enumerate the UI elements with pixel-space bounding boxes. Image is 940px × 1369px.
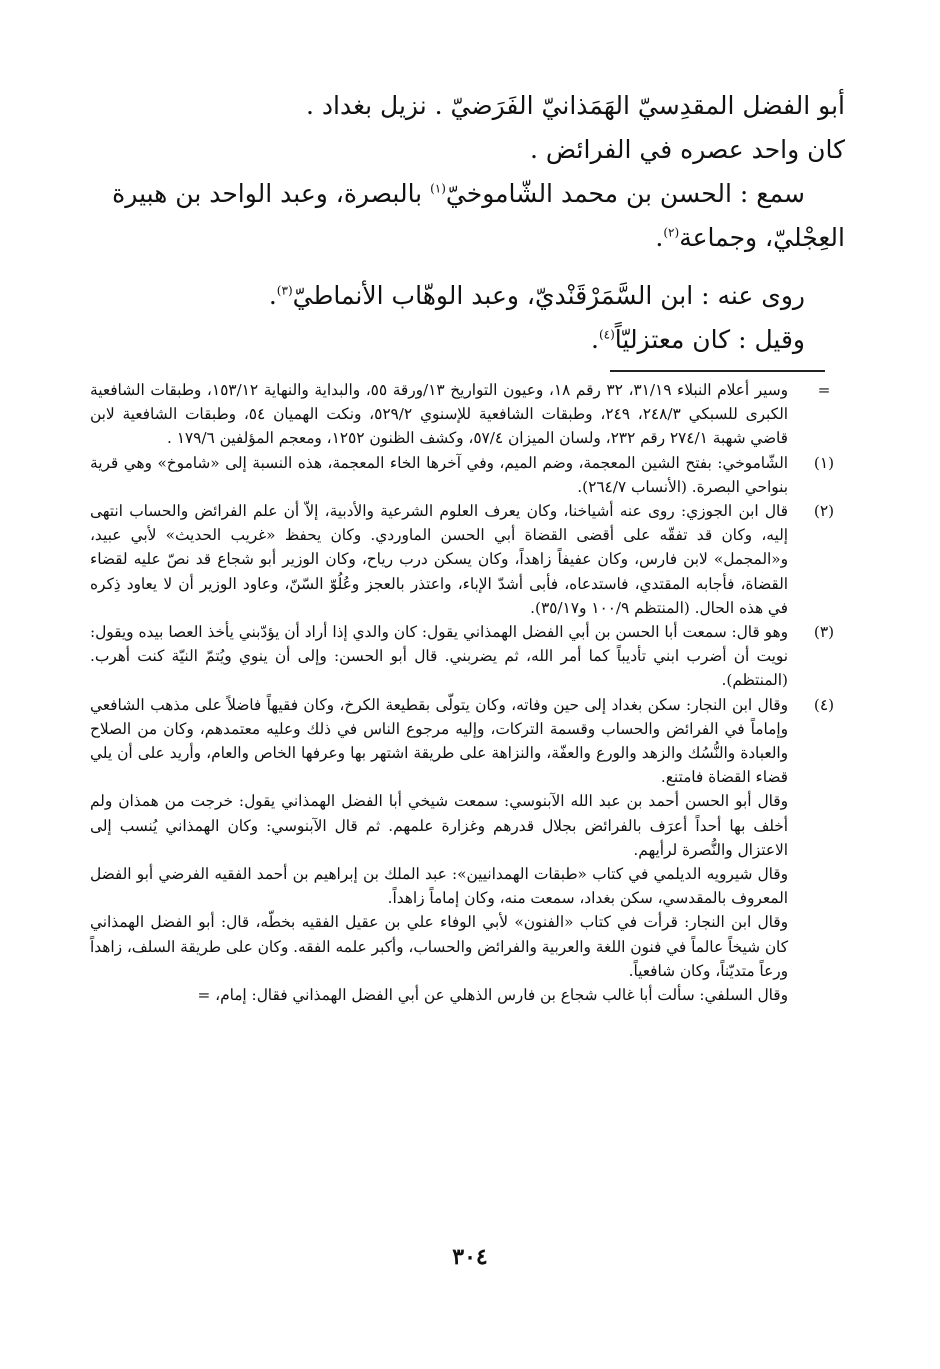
footnote-number: (٢) bbox=[813, 502, 835, 521]
entry-line-said bbox=[80, 318, 845, 362]
heard-from-text-2: بالبصرة، وعبد الواحد بن هبيرة bbox=[112, 179, 431, 208]
heard-from-cont-text: العِجْليّ، وجماعة bbox=[679, 223, 845, 252]
footnote-paragraph: الشّاموخي: بفتح الشين المعجمة، وضم الميم، وفي آخرها الخاء المعجمة، هذه النسبة إلى «شاموخ» وهي قرية بنواحي البصرة. (الأنساب ٢٦٤/٧). bbox=[90, 453, 788, 496]
entry-line-heard-from bbox=[80, 172, 845, 216]
entry-line-narrated-by bbox=[80, 274, 845, 318]
entry-line-name: أبو الفضل المقدِسيّ الهَمَذانيّ الفَرَضيّ . نزيل بغداد . bbox=[305, 91, 845, 120]
footnote-text bbox=[90, 620, 788, 693]
footnote-text bbox=[90, 693, 788, 1008]
entry-line-description: كان واحد عصره في الفرائض . bbox=[530, 135, 845, 164]
footnote-ref-3: (٣) bbox=[276, 283, 293, 298]
footnote-continued bbox=[90, 378, 860, 451]
page-number: ٣٠٤ bbox=[452, 1244, 488, 1270]
footnote-text bbox=[90, 378, 788, 451]
narrated-by-end: . bbox=[268, 281, 277, 310]
footnote-number: (٤) bbox=[813, 695, 835, 714]
footnote-number: = bbox=[817, 381, 831, 399]
footnote-text bbox=[90, 451, 788, 499]
footnote-ref-4: (٤) bbox=[598, 327, 615, 342]
footnote-paragraph: وقال أبو الحسن أحمد بن عبد الله الآبنوسي: سمعت شيخي أبا الفضل الهمذاني يقول: خرجت من همذان ولم أخلف بها أحداً أعرَف بالفرائض بجلال قدرهم وغزارة علمهم. ثم قال الآبنوسي: وكان الهمذاني يُنسب إلى الاعتزال والنُّصرة لرأيهم. bbox=[90, 792, 788, 859]
said-end: . bbox=[591, 325, 599, 354]
footnote-paragraph: وقال ابن النجار: قرأت في كتاب «الفنون» لأبي الوفاء علي بن عقيل الفقيه بخطّه، قال: أبو الفضل الهمذاني كان شيخاً عالماً في فنون اللغة والعربية والفرائض والحساب، وأكبر علمه الفقه. وكان على طريقة السلف، زاهداً ورعاً متديّناً، وكان شافعياً. bbox=[90, 913, 788, 980]
narrated-by-text: روى عنه : ابن السَّمَرْقَنْديّ، وعبد الوهّاب الأنماطيّ bbox=[292, 281, 805, 310]
footnote-ref-1: (١) bbox=[430, 181, 446, 196]
footnote-text bbox=[90, 499, 788, 620]
footnote-paragraph: وقال ابن النجار: سكن بغداد إلى حين وفاته، وكان يتولّى بقطيعة الكرخ، وكان فقيهاً فاضلاً على مذهب الشافعي وإماماً في الفرائض والحساب وقسمة التركات، وإليه مرجوع الناس في ذلك وعليه معتمدهم، وكان من الصلاح والعبادة والنُّسُك والزهد والورع والعفّة، والنزاهة على طريقة اشتهر بها وعرفها الخاص والعام، وأريد على أن يلي قضاء القضاة فامتنع. bbox=[90, 695, 788, 787]
footnote-3 bbox=[90, 620, 860, 693]
heard-from-text-1: سمع : الحسن بن محمد الشّاموخيّ bbox=[445, 179, 805, 208]
footnote-paragraph: وقال السلفي: سألت أبا غالب شجاع بن فارس الذهلي عن أبي الفضل الهمذاني فقال: إمام، = bbox=[197, 986, 788, 1005]
footnote-2 bbox=[90, 499, 860, 620]
entry-body bbox=[80, 84, 845, 362]
footnote-1 bbox=[90, 451, 860, 499]
footnote-paragraph: وسير أعلام النبلاء ٣١/١٩، ٣٢ رقم ١٨، وعيون التواريخ ١٣/ورقة ٥٥، والبداية والنهاية ١٥٣/١٢، وطبقات الشافعية الكبرى للسبكي ٢٤٨/٣، ٢٤٩، وطبقات الشافعية للإسنوي ٥٢٩/٢، ونكت الهميان ٥٤، وطبقات الشافعية لابن قاضي شهبة ٢٧٤/١ رقم ٢٣٢، ولسان الميزان ٥٧/٤، وكشف الظنون ١٢٥٢، ومعجم المؤلفين ١٧٩/٦ . bbox=[90, 381, 788, 448]
heard-from-cont-end: . bbox=[655, 223, 664, 252]
footnote-4 bbox=[90, 693, 860, 1008]
footnotes bbox=[90, 378, 860, 1007]
footnote-paragraph: قال ابن الجوزي: روى عنه أشياخنا، وكان يعرف العلوم الشرعية والأدبية، إلاّ أن علم الفرائض والحساب انتهى إليه، وكان قد تفقّه على أقضى القضاة أبي الحسن الماوردي. وكان يحفظ «غريب الحديث» لأبي عبيد، و«المجمل» لابن فارس، وكان عفيفاً زاهداً، وكان يسكن درب رياح، وكان الوزير أبو شجاع قد نصّ عليه لقضاء القضاة، فأجابه المقتدي، فاستدعاه، فأبى أشدّ الإباء، واعتذر بالعجز وعُلُوّ السّنّ، وعاود الوزير أن لا يعاود ذِكره في هذه الحال. (المنتظم ١٠٠/٩ و٣٥/١٧). bbox=[90, 502, 788, 617]
footnote-paragraph: وقال شيرويه الديلمي في كتاب «طبقات الهمدانيين»: عبد الملك بن إبراهيم بن أحمد الفقيه الفرضي أبو الفضل المعروف بالمقدسي، سكن بغداد، سمعت منه، وكان إماماً زاهداً. bbox=[90, 865, 788, 908]
said-text: وقيل : كان معتزليّاً bbox=[614, 325, 805, 354]
footnote-ref-2: (٢) bbox=[663, 225, 680, 240]
footnote-number: (٣) bbox=[813, 623, 835, 642]
footnote-number: (١) bbox=[813, 453, 835, 472]
footnote-separator bbox=[610, 370, 825, 372]
footnote-paragraph: وهو قال: سمعت أبا الحسن بن أبي الفضل الهمذاني يقول: كان والدي إذا أراد أن يؤدّبني يأخذ العصا بيده ويقول: نويت أن أضرب ابني تأديباً كما أمر الله، ثم يضربني. قال أبو الحسن: وإلى أن ينوي ويُتمّ النيّة كنت أهرب. (المنتظم). bbox=[90, 623, 788, 690]
entry-line-heard-from-cont bbox=[80, 216, 845, 260]
